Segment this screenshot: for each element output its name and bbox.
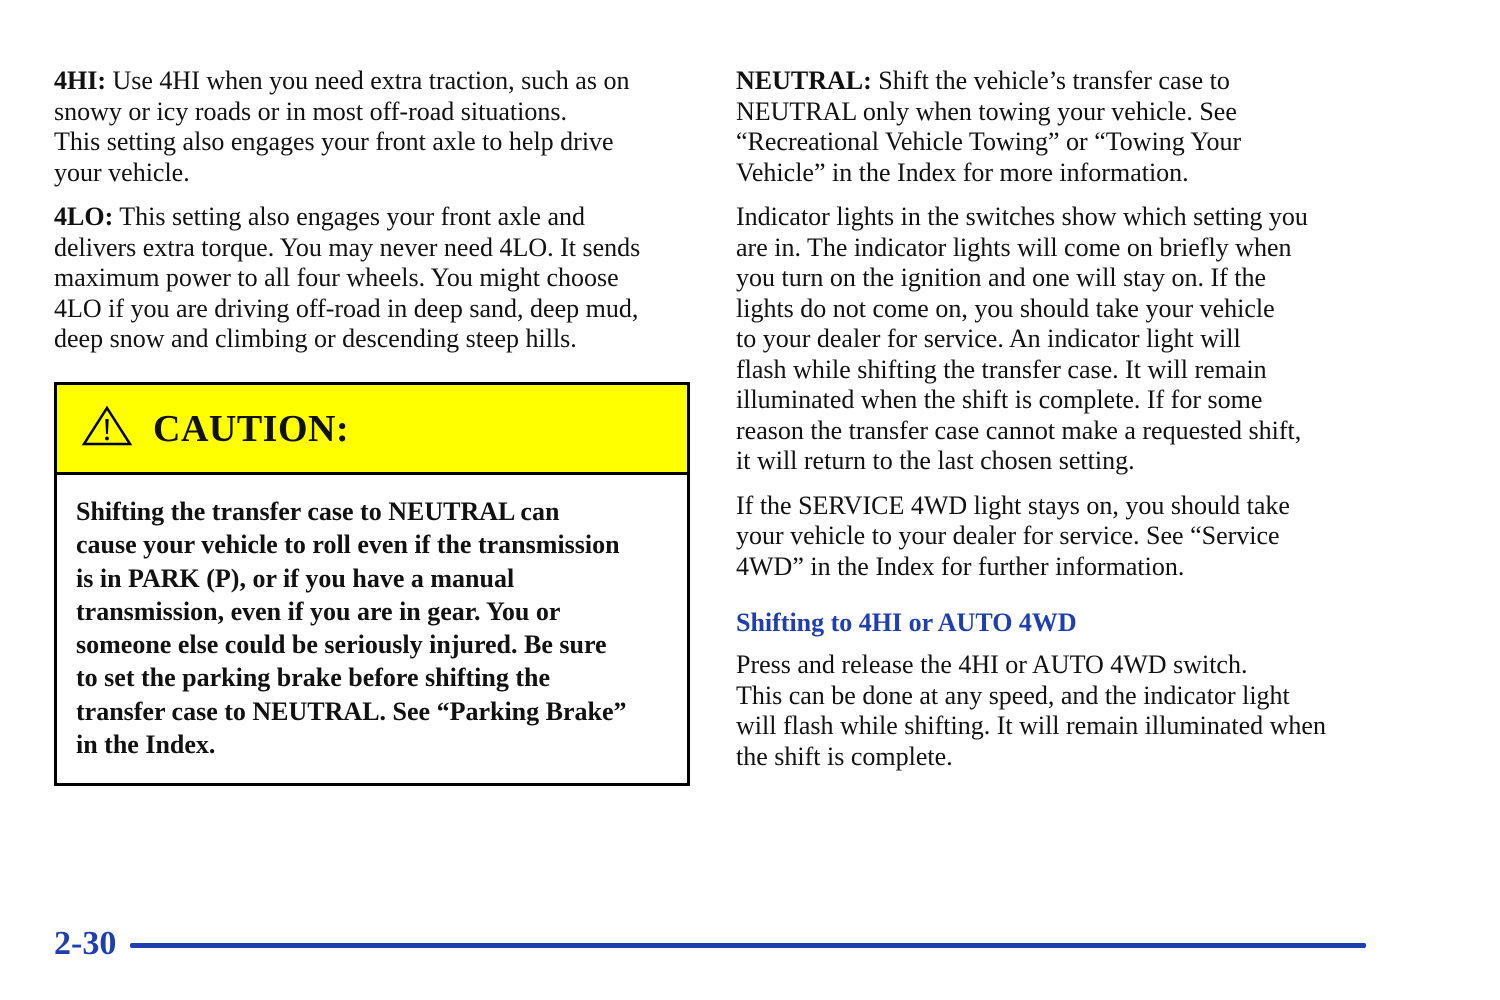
caution-header xyxy=(57,385,687,475)
right-column xyxy=(736,66,1376,786)
caution-title: CAUTION: xyxy=(153,407,350,450)
label-neutral: NEUTRAL: xyxy=(736,66,872,95)
paragraph-4hi xyxy=(54,66,694,188)
footer-rule xyxy=(130,943,1366,948)
caution-body: Shifting the transfer case to NEUTRAL can cause your vehicle to roll even if the transmission is in PARK (P), or if you have a manual transmission, even if you are in gear. You or someone else could be seriously injured. Be sure to set the parking brake before shifting the transfer case to NEUTRAL. See “Parking Brake” in the Index. xyxy=(76,497,627,760)
paragraph-4lo xyxy=(54,202,694,355)
paragraph-service-4wd: If the SERVICE 4WD light stays on, you should take your vehicle to your dealer for service. See “Service 4WD” in the Index for further information. xyxy=(736,490,1290,581)
section-heading: Shifting to 4HI or AUTO 4WD xyxy=(736,608,1077,637)
caution-box xyxy=(54,382,690,786)
page-number: 2-30 xyxy=(54,925,117,962)
text-4lo: This setting also engages your front axle and delivers extra torque. You may never need 4LO. It sends maximum power to all four wheels. You might choose 4LO if you are driving off-road in deep sand, deep mud, deep snow and climbing or descending steep hills. xyxy=(54,202,641,353)
paragraph-shifting: Press and release the 4HI or AUTO 4WD switch. This can be done at any speed, and the indicator light will flash while shifting. It will remain illuminated when the shift is complete. xyxy=(736,650,1326,771)
paragraph-neutral xyxy=(736,66,1376,188)
label-4lo: 4LO: xyxy=(54,202,114,231)
label-4hi: 4HI: xyxy=(54,66,106,95)
left-column xyxy=(54,66,694,369)
warning-triangle-icon xyxy=(81,405,133,447)
text-4hi: Use 4HI when you need extra traction, such as on snowy or icy roads or in most off-road situations. This setting also engages your front axle to help drive your vehicle. xyxy=(54,66,630,187)
paragraph-indicator-lights: Indicator lights in the switches show which setting you are in. The indicator lights will come on briefly when you turn on the ignition and one will stay on. If the lights do not come on, you should take your vehicle to your dealer for service. An indicator light will flash while shifting the transfer case. It will remain illuminated when the shift is complete. If for some reason the transfer case cannot make a requested shift, it will return to the last chosen setting. xyxy=(736,202,1308,475)
text-neutral: Shift the vehicle’s transfer case to NEUTRAL only when towing your vehicle. See “Recreational Vehicle Towing” or “Towing Your Vehicle” in the Index for more information. xyxy=(736,66,1242,187)
